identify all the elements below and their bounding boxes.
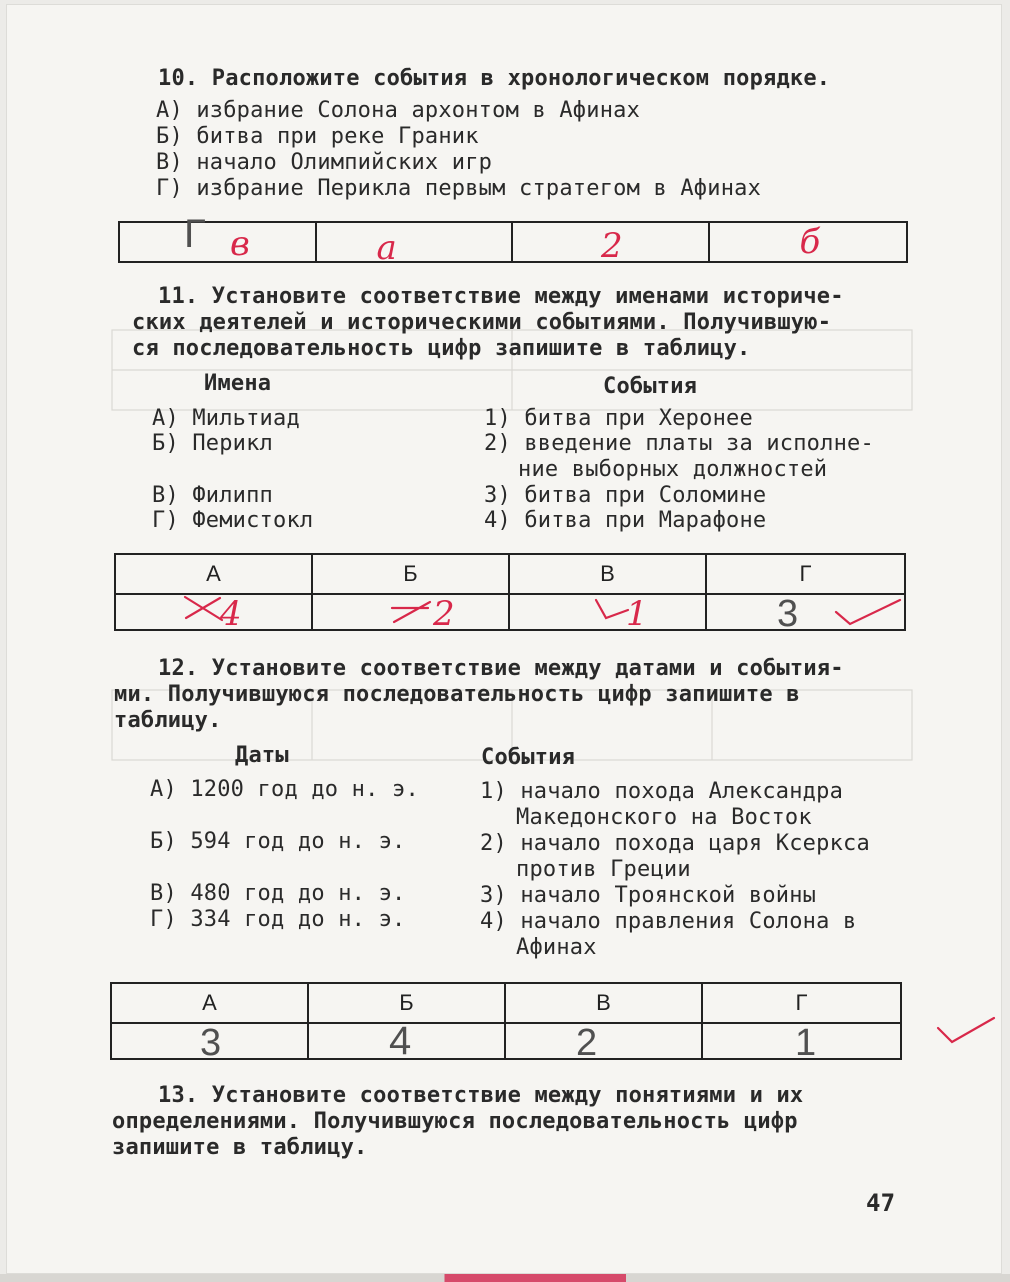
q10-answer-4: б: [799, 222, 821, 262]
q11-answer-b: 2: [433, 594, 455, 634]
q11-answer-a: 4: [220, 594, 242, 634]
q10-answer-cell-3[interactable]: [513, 223, 710, 266]
q12-event-4: 4) начало правления Солона в: [480, 909, 857, 934]
q12-date-c: В) 480 год до н. э.: [150, 881, 406, 906]
q11-event-1: 1) битва при Херонее: [484, 406, 753, 431]
q11-answer-cell-a[interactable]: [116, 593, 313, 634]
q12-header-a: А: [112, 984, 309, 1022]
q10-answer-3: 2: [601, 226, 623, 266]
q12-header-b: Б: [309, 984, 506, 1022]
q10-option-b: Б) битва при реке Граник: [156, 124, 479, 149]
q11-name-d: Г) Фемистокл: [152, 508, 314, 533]
q12-event-3: 3) начало Троянской войны: [480, 883, 817, 908]
q12-answer-table: [110, 982, 902, 1064]
q10-answer-1: в: [230, 224, 250, 264]
page-number: 47: [866, 1189, 896, 1217]
q11-answer-c: 1: [626, 594, 648, 634]
q10-option-d: Г) избрание Перикла первым стратегом в Афинах: [156, 176, 762, 201]
q12-answer-cell-d[interactable]: [703, 1022, 900, 1064]
q11-event-2: 2) введение платы за исполне-: [484, 431, 874, 456]
q12-header-c: В: [506, 984, 703, 1022]
q12-answer-d: 1: [795, 1022, 817, 1064]
q12-date-b: Б) 594 год до н. э.: [150, 829, 406, 854]
q11-events-heading: События: [603, 374, 698, 399]
q11-header-d: Г: [799, 561, 812, 586]
q12-event-2: 2) начало похода царя Ксеркса: [480, 831, 870, 856]
q13-title-line-3: запишите в таблицу.: [112, 1135, 368, 1160]
q12-answer-a: 3: [200, 1022, 222, 1064]
q11-answer-cell-c[interactable]: [510, 593, 707, 634]
q10-option-c: В) начало Олимпийских игр: [156, 150, 493, 175]
q11-name-c: В) Филипп: [152, 483, 274, 508]
q13-title-line-1: 13. Установите соответствие между понятиями и их: [158, 1083, 804, 1108]
q12-title-line-2: ми. Получившуюся последовательность цифр запишите в: [114, 682, 800, 707]
q11-answer-table: [114, 553, 906, 635]
q12-answer-c: 2: [576, 1022, 598, 1064]
q10-answer-2: а: [376, 228, 397, 268]
q12-answer-cell-b[interactable]: [309, 1019, 506, 1063]
q11-name-a: А) Мильтиад: [152, 406, 300, 431]
q12-event-1-cont: Македонского на Восток: [516, 805, 812, 830]
q11-title-line-2: ских деятелей и историческими событиями. Получившую-: [132, 310, 832, 335]
q12-answer-cell-a[interactable]: [112, 1022, 309, 1064]
q11-names-heading: Имена: [204, 371, 272, 396]
q11-event-4: 4) битва при Марафоне: [484, 508, 767, 533]
q11-event-2-cont: ние выборных должностей: [518, 457, 828, 482]
q10-answer-pencil: Г: [184, 212, 206, 256]
q12-event-4-cont: Афинах: [516, 935, 597, 960]
q12-dates-heading: Даты: [235, 743, 289, 768]
q11-header-c: В: [510, 555, 707, 593]
q11-title-line-3: ся последовательность цифр запишите в таблицу.: [132, 336, 751, 361]
q11-event-3: 3) битва при Соломине: [484, 483, 767, 508]
q11-answer-d: 3: [777, 593, 799, 635]
q12-event-2-cont: против Греции: [516, 857, 691, 882]
q12-answer-b: 4: [389, 1019, 412, 1063]
q11-header-b: Б: [313, 555, 510, 593]
q13-title-line-2: определениями. Получившуюся последовательность цифр: [112, 1109, 798, 1134]
q10-answer-table: [118, 212, 908, 268]
q10-title: 10. Расположите события в хронологическом порядке.: [158, 66, 831, 91]
q11-header-a: А: [116, 555, 313, 593]
q12-title-line-3: таблицу.: [114, 708, 222, 733]
q12-date-a: А) 1200 год до н. э.: [150, 777, 419, 802]
q12-answer-cell-c[interactable]: [506, 1022, 703, 1064]
q11-name-b: Б) Перикл: [152, 431, 274, 456]
q11-answer-cell-d[interactable]: [707, 593, 904, 635]
q11-answer-cell-b[interactable]: [313, 593, 510, 634]
q12-title-line-1: 12. Установите соответствие между датами и события-: [158, 656, 844, 681]
q10-option-a: А) избрание Солона архонтом в Афинах: [156, 98, 641, 123]
q11-title-line-1: 11. Установите соответствие между именами историче-: [158, 284, 844, 309]
q10-answer-cell-2[interactable]: [317, 223, 514, 268]
q12-header-d: Г: [795, 990, 808, 1015]
q12-date-d: Г) 334 год до н. э.: [150, 907, 406, 932]
q10-answer-cell-4[interactable]: [710, 223, 907, 261]
q12-events-heading: События: [481, 745, 576, 770]
q10-answer-cell-1[interactable]: [120, 212, 317, 264]
q12-event-1: 1) начало похода Александра: [480, 779, 844, 804]
